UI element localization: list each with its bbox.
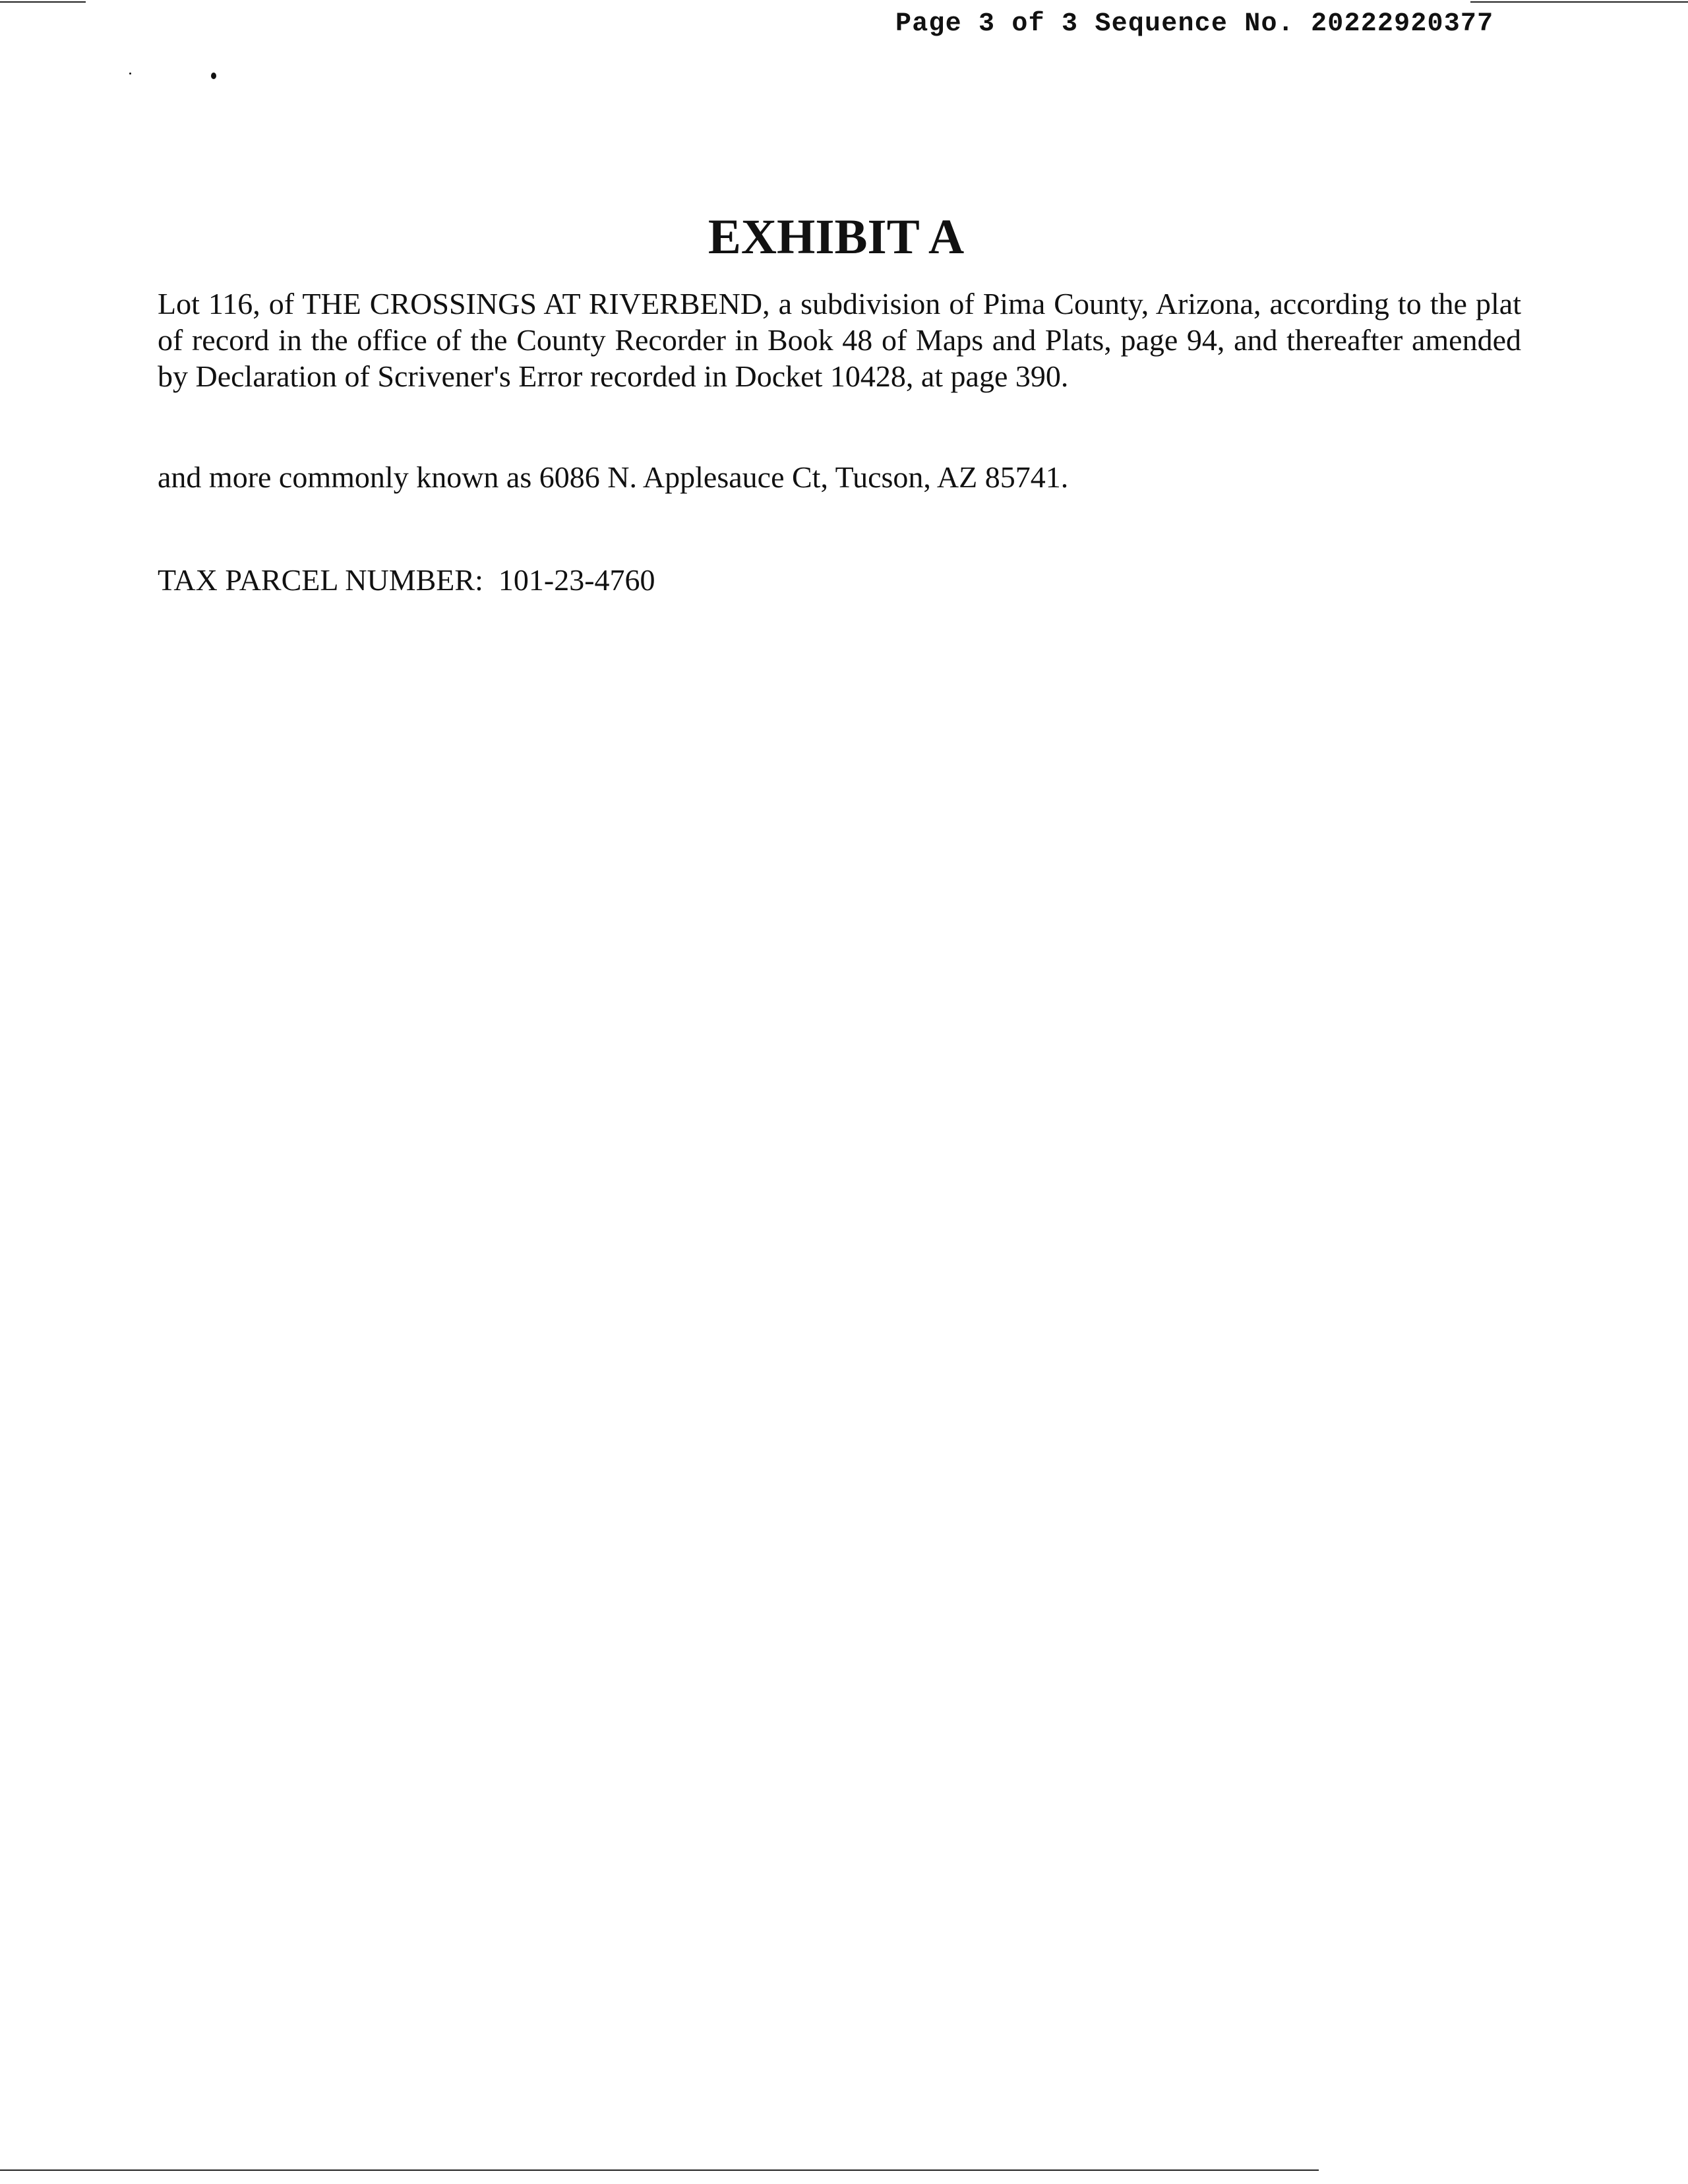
legal-description (158, 286, 1521, 394)
scan-speck (211, 73, 216, 79)
top-right-scan-rule (1470, 1, 1688, 3)
tax-parcel-number: TAX PARCEL NUMBER: 101-23-4760 (158, 563, 655, 597)
common-address: and more commonly known as 6086 N. Applesauce Ct, Tucson, AZ 85741. (158, 460, 1069, 494)
legal-description-line-1: Lot 116, of THE CROSSINGS AT RIVERBEND, a subdivision of Pima County, Arizona, according to the plat (158, 287, 1521, 320)
scan-speck (129, 73, 131, 75)
top-left-scan-rule (0, 1, 86, 3)
bottom-scan-rule (0, 2169, 1319, 2171)
exhibit-title: EXHIBIT A (708, 210, 965, 264)
page-sequence-stamp: Page 3 of 3 Sequence No. 20222920377 (895, 9, 1494, 39)
legal-description-line-2: of record in the office of the County Recorder in Book 48 of Maps and Plats, page 94, and thereafter amended (158, 323, 1521, 357)
legal-description-line-3: by Declaration of Scrivener's Error recorded in Docket 10428, at page 390. (158, 359, 1069, 393)
